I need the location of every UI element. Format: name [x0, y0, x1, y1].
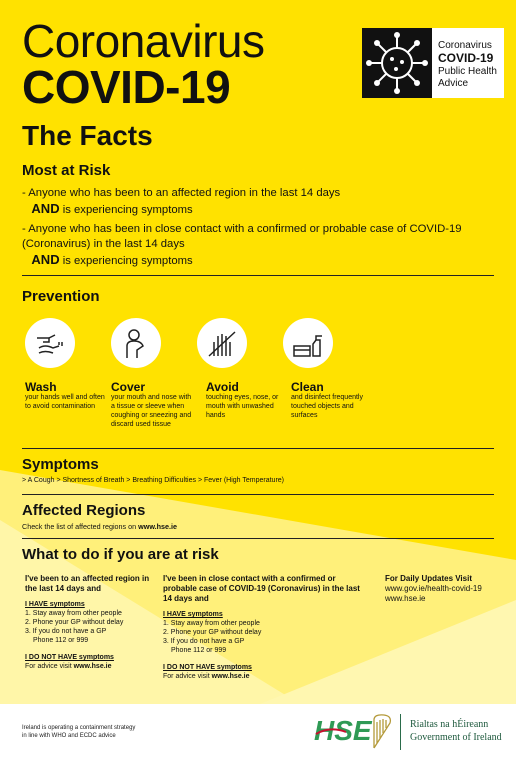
divider	[22, 275, 494, 276]
government-of-ireland-logo: Rialtas na hÉireann Government of Ireland	[410, 719, 502, 743]
gov-link[interactable]: www.gov.ie/health-covid-19	[385, 584, 482, 593]
hse-link[interactable]: www.hse.ie	[385, 594, 426, 603]
clean-surfaces-icon	[283, 318, 333, 368]
daily-updates: For Daily Updates Visit www.gov.ie/health-covid-19 www.hse.ie	[385, 574, 482, 603]
badge-text: Coronavirus COVID-19 Public Health Advice	[438, 40, 497, 89]
prevention-cover-title: Cover	[111, 380, 146, 394]
most-at-risk-title: Most at Risk	[22, 162, 111, 179]
containment-note: Ireland is operating a containment strategy in line with WHO and ECDC advice	[22, 725, 136, 739]
hse-link[interactable]: www.hse.ie	[73, 663, 112, 670]
cover-cough-icon	[111, 318, 161, 368]
divider	[22, 538, 494, 539]
affected-regions-text: Check the list of affected regions on www.hse.ie	[22, 522, 178, 531]
hse-link[interactable]: www.hse.ie	[138, 522, 178, 531]
divider	[22, 448, 494, 449]
prevention-avoid-title: Avoid	[206, 380, 239, 394]
prevention-clean-desc: and disinfect frequently touched objects and surfaces	[291, 394, 363, 419]
risk-item-2: - Anyone who has been in close contact with a confirmed or probable case of COVID-19 (Coronavirus) in the last 14 days AND is experiencing symptoms	[22, 223, 462, 267]
divider	[22, 494, 494, 495]
svg-text:HSE: HSE	[314, 715, 372, 746]
prevention-wash-desc: your hands well and often to avoid contamination	[25, 394, 105, 410]
title-covid: COVID-19	[22, 61, 231, 113]
avoid-touching-icon	[197, 318, 247, 368]
risk-item-1: - Anyone who has been to an affected region in the last 14 days AND is experiencing symptoms	[22, 187, 341, 216]
close-contact-column: I've been in close contact with a confirmed or probable case of COVID-19 (Coronavirus) in the last 14 days and I HAVE symptoms 1. Stay away from other people 2. Phone your GP without delay 3. If you do not have a GP Phone 112 or 999 I DO NOT HAVE symptoms For advice visit www.hse.ie	[163, 574, 360, 680]
harp-icon	[368, 712, 396, 757]
at-risk-title: What to do if you are at risk	[22, 546, 219, 563]
affected-regions-title: Affected Regions	[22, 502, 146, 519]
public-health-badge	[362, 28, 504, 98]
prevention-title: Prevention	[22, 288, 100, 305]
prevention-cover-desc: your mouth and nose with a tissue or sleeve when coughing or sneezing and discard used tissue	[111, 394, 192, 428]
prevention-wash-title: Wash	[25, 380, 57, 394]
title-coronavirus: Coronavirus	[22, 15, 265, 67]
wash-hands-icon	[25, 318, 75, 368]
hse-logo	[312, 712, 372, 751]
symptoms-title: Symptoms	[22, 456, 99, 473]
prevention-avoid-desc: touching eyes, nose, or mouth with unwashed hands	[206, 394, 279, 419]
prevention-clean-title: Clean	[291, 380, 324, 394]
symptoms-list: > A Cough > Shortness of Breath > Breathing Difficulties > Fever (High Temperature)	[22, 477, 284, 484]
virus-icon	[362, 28, 432, 98]
affected-region-column: I've been to an affected region in the last 14 days and I HAVE symptoms 1. Stay away from other people 2. Phone your GP without delay 3. If you do not have a GP Phone 112 or 999 I DO NOT HAVE symptoms For advice visit www.hse.ie	[25, 574, 150, 670]
gov-divider	[400, 714, 401, 750]
hse-link[interactable]: www.hse.ie	[211, 673, 250, 680]
title-the-facts: The Facts	[22, 120, 153, 151]
